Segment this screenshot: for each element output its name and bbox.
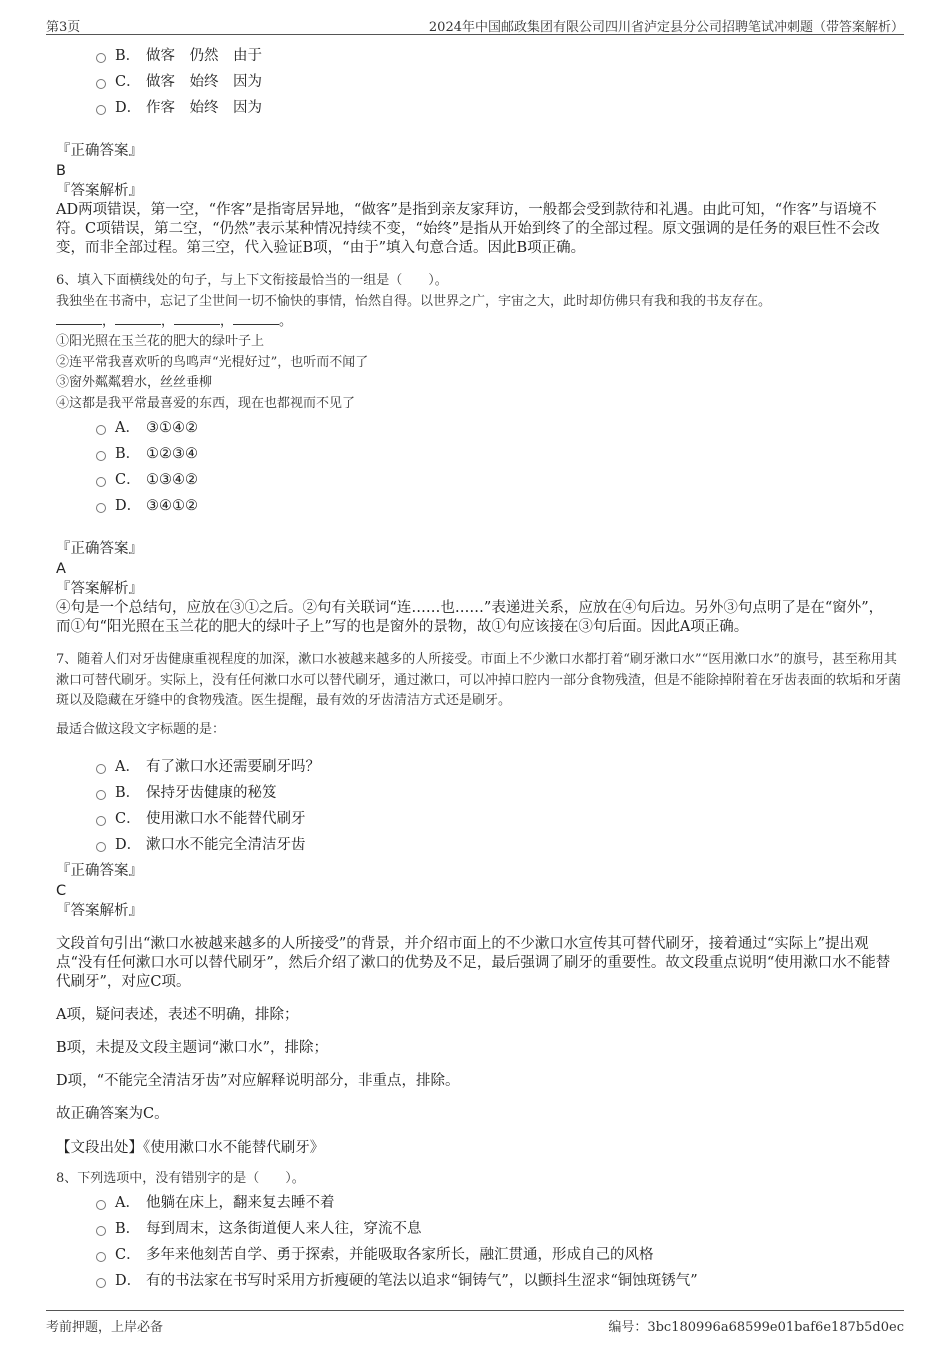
sentence-item: ③窗外粼粼碧水，丝丝垂柳 bbox=[56, 375, 213, 390]
page-footer bbox=[46, 1310, 904, 1335]
option-q7-d[interactable] bbox=[56, 832, 906, 858]
option-letter: C． bbox=[115, 472, 141, 488]
option-text: ③①④② bbox=[146, 420, 198, 436]
blank-line bbox=[115, 312, 161, 325]
radio-button-icon[interactable] bbox=[96, 53, 106, 63]
analysis-text: A项，疑问表述，表述不明确，排除； bbox=[56, 1007, 299, 1023]
radio-button-icon[interactable] bbox=[96, 503, 106, 513]
sentence-item: ①阳光照在玉兰花的肥大的绿叶子上 bbox=[56, 334, 265, 349]
option-q7-a[interactable] bbox=[56, 754, 906, 780]
analysis-text: 故正确答案为C。 bbox=[56, 1106, 169, 1122]
correct-answer-value: A bbox=[56, 561, 66, 577]
question-prompt: 最适合做这段文字标题的是： bbox=[56, 721, 226, 737]
option-text: ①②③④ bbox=[146, 446, 198, 462]
option-text: 作客 始终 因为 bbox=[146, 100, 262, 116]
option-text: 使用漱口水不能替代刷牙 bbox=[146, 811, 306, 827]
radio-button-icon[interactable] bbox=[96, 816, 106, 826]
radio-button-icon[interactable] bbox=[96, 764, 106, 774]
q6-options bbox=[56, 415, 906, 519]
option-letter: C． bbox=[115, 811, 141, 827]
option-text: 有的书法家在书写时采用方折瘦硬的笔法以追求“铜铸气”，以颤抖生涩求“铜蚀斑锈气” bbox=[146, 1272, 698, 1289]
option-text: 做客 仍然 由于 bbox=[146, 48, 262, 64]
option-q8-a[interactable] bbox=[56, 1190, 906, 1216]
option-q8-d[interactable] bbox=[56, 1268, 906, 1294]
radio-button-icon[interactable] bbox=[96, 425, 106, 435]
option-text: 保持牙齿健康的秘笈 bbox=[146, 785, 277, 801]
option-text: 每到周末，这条街道便人来人往，穿流不息 bbox=[146, 1220, 422, 1237]
document-id: 编号：3bc180996a68599e01baf6e187b5d0ec bbox=[608, 1320, 904, 1335]
option-text: 有了漱口水还需要刷牙吗？ bbox=[146, 759, 320, 775]
radio-button-icon[interactable] bbox=[96, 790, 106, 800]
radio-button-icon[interactable] bbox=[96, 477, 106, 487]
option-q6-a[interactable] bbox=[56, 415, 906, 441]
option-q5-b[interactable] bbox=[56, 43, 906, 69]
blank-line bbox=[56, 312, 102, 325]
option-text: 做客 始终 因为 bbox=[146, 74, 262, 90]
option-letter: B． bbox=[115, 48, 141, 64]
option-text: ①③④② bbox=[146, 472, 198, 488]
option-text: ③④①② bbox=[146, 498, 198, 514]
option-text: 多年来他刻苦自学、勇于探索，并能吸取各家所长，融汇贯通，形成自己的风格 bbox=[146, 1246, 654, 1263]
option-letter: D． bbox=[115, 837, 142, 853]
option-letter: D． bbox=[115, 100, 142, 116]
option-q6-d[interactable] bbox=[56, 493, 906, 519]
option-letter: D． bbox=[115, 1272, 142, 1289]
radio-button-icon[interactable] bbox=[96, 1200, 106, 1210]
option-letter: A． bbox=[115, 1194, 140, 1211]
correct-answer-label: 『正确答案』 bbox=[56, 541, 143, 557]
option-q5-d[interactable] bbox=[56, 95, 906, 121]
sentence-item: ④这都是我平常最喜爱的东西，现在也都视而不见了 bbox=[56, 395, 356, 411]
option-letter: B． bbox=[115, 446, 141, 462]
option-q7-c[interactable] bbox=[56, 806, 906, 832]
option-letter: D． bbox=[115, 498, 142, 514]
analysis-text: ④句是一个总结句，应放在③①之后。②句有关联词“连……也……”表递进关系，应放在④句后边。另外③句点明了是在“窗外”，而①句“阳光照在玉兰花的肥大的绿叶子上”写的也是窗外的景物，故①句应该接在③句后面。因此A项正确。 bbox=[56, 600, 884, 635]
correct-answer-value: B bbox=[56, 163, 66, 179]
sentence-item: ②连平常我喜欢听的鸟鸣声“光棍好过”，也听而不闻了 bbox=[56, 354, 369, 370]
footer-slogan: 考前押题，上岸必备 bbox=[46, 1320, 164, 1335]
option-text: 他躺在床上，翻来复去睡不着 bbox=[146, 1194, 335, 1211]
blank-line bbox=[174, 312, 220, 325]
radio-button-icon[interactable] bbox=[96, 1226, 106, 1236]
page-number: 第3页 bbox=[46, 20, 81, 35]
analysis-label: 『答案解析』 bbox=[56, 183, 143, 199]
radio-button-icon[interactable] bbox=[96, 842, 106, 852]
analysis-text: 文段首句引出“漱口水被越来越多的人所接受”的背景，并介绍市面上的不少漱口水宣传其可替代刷牙，接着通过“实际上”提出观点“没有任何漱口水可以替代刷牙”，然后介绍了漱口的优势及不足，最后强调了刷牙的重要性。故文段重点说明“使用漱口水不能替代刷牙”，对应C项。 bbox=[56, 936, 891, 990]
document-body bbox=[56, 40, 906, 1294]
radio-button-icon[interactable] bbox=[96, 1252, 106, 1262]
question-text: 8、下列选项中，没有错别字的是（ ）。 bbox=[56, 1171, 305, 1186]
analysis-text: B项，未提及文段主题词“漱口水”，排除； bbox=[56, 1040, 328, 1056]
radio-button-icon[interactable] bbox=[96, 105, 106, 115]
correct-answer-value: C bbox=[56, 883, 67, 899]
analysis-label: 『答案解析』 bbox=[56, 903, 143, 919]
radio-button-icon[interactable] bbox=[96, 1278, 106, 1288]
radio-button-icon[interactable] bbox=[96, 79, 106, 89]
page-header bbox=[46, 14, 904, 35]
option-letter: A． bbox=[115, 759, 140, 775]
document-title: 2024年中国邮政集团有限公司四川省泸定县分公司招聘笔试冲刺题（带答案解析） bbox=[428, 20, 904, 35]
source-note: 【文段出处】《使用漱口水不能替代刷牙》 bbox=[56, 1140, 325, 1156]
option-q8-b[interactable] bbox=[56, 1216, 906, 1242]
q5-options bbox=[56, 43, 906, 121]
option-q6-b[interactable] bbox=[56, 441, 906, 467]
option-letter: C． bbox=[115, 1246, 141, 1263]
option-letter: B． bbox=[115, 1220, 141, 1237]
blank-lines: ， ， ， 。 bbox=[56, 312, 906, 332]
option-letter: A． bbox=[115, 420, 140, 436]
option-text: 漱口水不能完全清洁牙齿 bbox=[146, 837, 306, 853]
question-text: 6、填入下面横线处的句子，与上下文衔接最恰当的一组是（ ）。 bbox=[56, 273, 448, 288]
question-text: 7、随着人们对牙齿健康重视程度的加深，漱口水被越来越多的人所接受。市面上不少漱口水都打着“刷牙漱口水”“医用漱口水”的旗号，甚至称用其漱口可替代刷牙。实际上，没有任何漱口水可以替代刷牙，通过漱口，可以冲掉口腔内一部分食物残渣，但是不能除掉附着在牙齿表面的软垢和牙菌斑以及隐藏在牙缝中的食物残渣。医生提醒，最有效的牙齿清洁方式还是刷牙。 bbox=[56, 652, 902, 708]
q8-options bbox=[56, 1190, 906, 1294]
correct-answer-label: 『正确答案』 bbox=[56, 143, 143, 159]
q7-options bbox=[56, 754, 906, 858]
analysis-label: 『答案解析』 bbox=[56, 581, 143, 597]
correct-answer-label: 『正确答案』 bbox=[56, 863, 143, 879]
question-passage: 我独坐在书斋中，忘记了尘世间一切不愉快的事情，怡然自得。以世界之广，宇宙之大，此时却仿佛只有我和我的书友存在。 bbox=[56, 293, 772, 309]
option-q5-c[interactable] bbox=[56, 69, 906, 95]
option-q7-b[interactable] bbox=[56, 780, 906, 806]
option-q8-c[interactable] bbox=[56, 1242, 906, 1268]
option-letter: B． bbox=[115, 785, 141, 801]
analysis-text: D项，“不能完全清洁牙齿”对应解释说明部分，非重点，排除。 bbox=[56, 1073, 460, 1089]
option-q6-c[interactable] bbox=[56, 467, 906, 493]
option-letter: C． bbox=[115, 74, 141, 90]
blank-line bbox=[233, 312, 279, 325]
analysis-text: AD两项错误，第一空，“作客”是指寄居异地，“做客”是指到亲友家拜访，一般都会受到款待和礼遇。由此可知，“作客”与语境不符。C项错误，第二空，“仍然”表示某种情况持续不变，“始终”是指从开始到终了的全部过程。原文强调的是任务的艰巨性不会改变，而非全部过程。第三空，代入验证B项，“由于”填入句意合适。因此B项正确。 bbox=[56, 202, 880, 256]
radio-button-icon[interactable] bbox=[96, 451, 106, 461]
